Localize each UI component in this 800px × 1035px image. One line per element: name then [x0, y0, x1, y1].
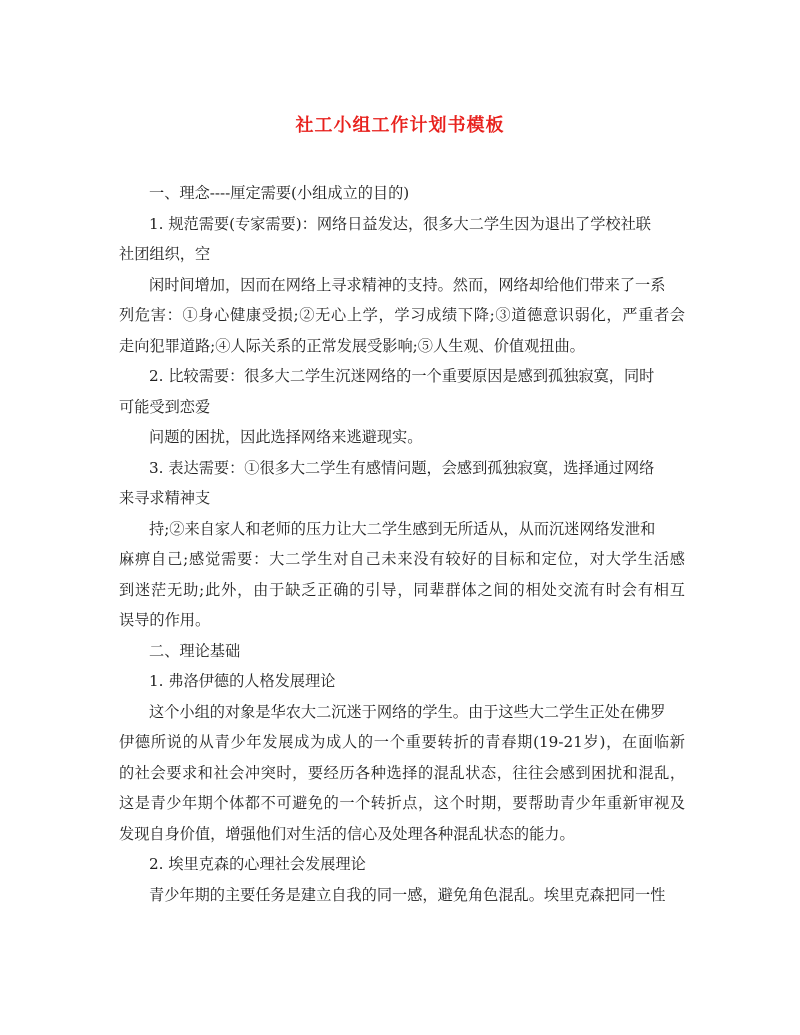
paragraph-line: 发现自身价值，增强他们对生活的信心及处理各种混乱状态的能力。 [119, 824, 575, 843]
paragraph-line: 来寻求精神支 [119, 489, 211, 507]
paragraph-line: 可能受到恋爱 [119, 397, 211, 416]
paragraph-line: 闲时间增加，因而在网络上寻求精神的支持。然而，网络却给他们带来了一系 [149, 275, 666, 294]
paragraph-line: 持;②来自家人和老师的压力让大二学生感到无所适从，从而沉迷网络发泄和 [149, 519, 656, 538]
paragraph-line: 青少年期的主要任务是建立自我的同一感，避免角色混乱。埃里克森把同一性 [149, 885, 666, 904]
paragraph-line: 2. 比较需要：很多大二学生沉迷网络的一个重要原因是感到孤独寂寞，同时 [149, 367, 655, 385]
document-body [119, 178, 685, 910]
paragraph-line: 一、理念----厘定需要(小组成立的目的) [149, 184, 410, 202]
paragraph-line: 到迷茫无助;此外，由于缺乏正确的引导，同辈群体之间的相处交流有时会有相互 [119, 580, 685, 599]
paragraph-line: 这是青少年期个体都不可避免的一个转折点，这个时期，要帮助青少年重新审视及 [119, 794, 685, 812]
paragraph-line: 的社会要求和社会冲突时，要经历各种选择的混乱状态，往往会感到困扰和混乱， [119, 763, 685, 782]
paragraph-line: 误导的作用。 [119, 611, 211, 629]
paragraph-line: 2. 埃里克森的心理社会发展理论 [149, 855, 366, 873]
paragraph-line: 列危害：①身心健康受损;②无心上学，学习成绩下降;③道德意识弱化，严重者会 [119, 306, 685, 324]
paragraph-line: 3. 表达需要：①很多大二学生有感情问题，会感到孤独寂寞，选择通过网络 [149, 458, 655, 477]
paragraph-line: 二、理论基础 [149, 641, 241, 660]
paragraph-line: 这个小组的对象是华农大二沉迷于网络的学生。由于这些大二学生正处在佛罗 [149, 702, 666, 721]
paragraph-line: 伊德所说的从青少年发展成为成人的一个重要转折的青春期(19-21岁)，在面临新 [119, 733, 685, 751]
paragraph-line: 社团组织，空 [119, 245, 211, 263]
paragraph-line: 1. 弗洛伊德的人格发展理论 [149, 672, 336, 690]
paragraph-line: 1. 规范需要(专家需要)：网络日益发达，很多大二学生因为退出了学校社联 [149, 214, 651, 233]
document-title: 社工小组工作计划书模板 [295, 115, 505, 136]
paragraph-line: 麻痹自己;感觉需要：大二学生对自己未来没有较好的目标和定位，对大学生活感 [119, 550, 685, 568]
paragraph-line: 问题的困扰，因此选择网络来逃避现实。 [149, 428, 423, 446]
paragraph-line: 走向犯罪道路;④人际关系的正常发展受影响;⑤人生观、价值观扭曲。 [119, 336, 585, 355]
